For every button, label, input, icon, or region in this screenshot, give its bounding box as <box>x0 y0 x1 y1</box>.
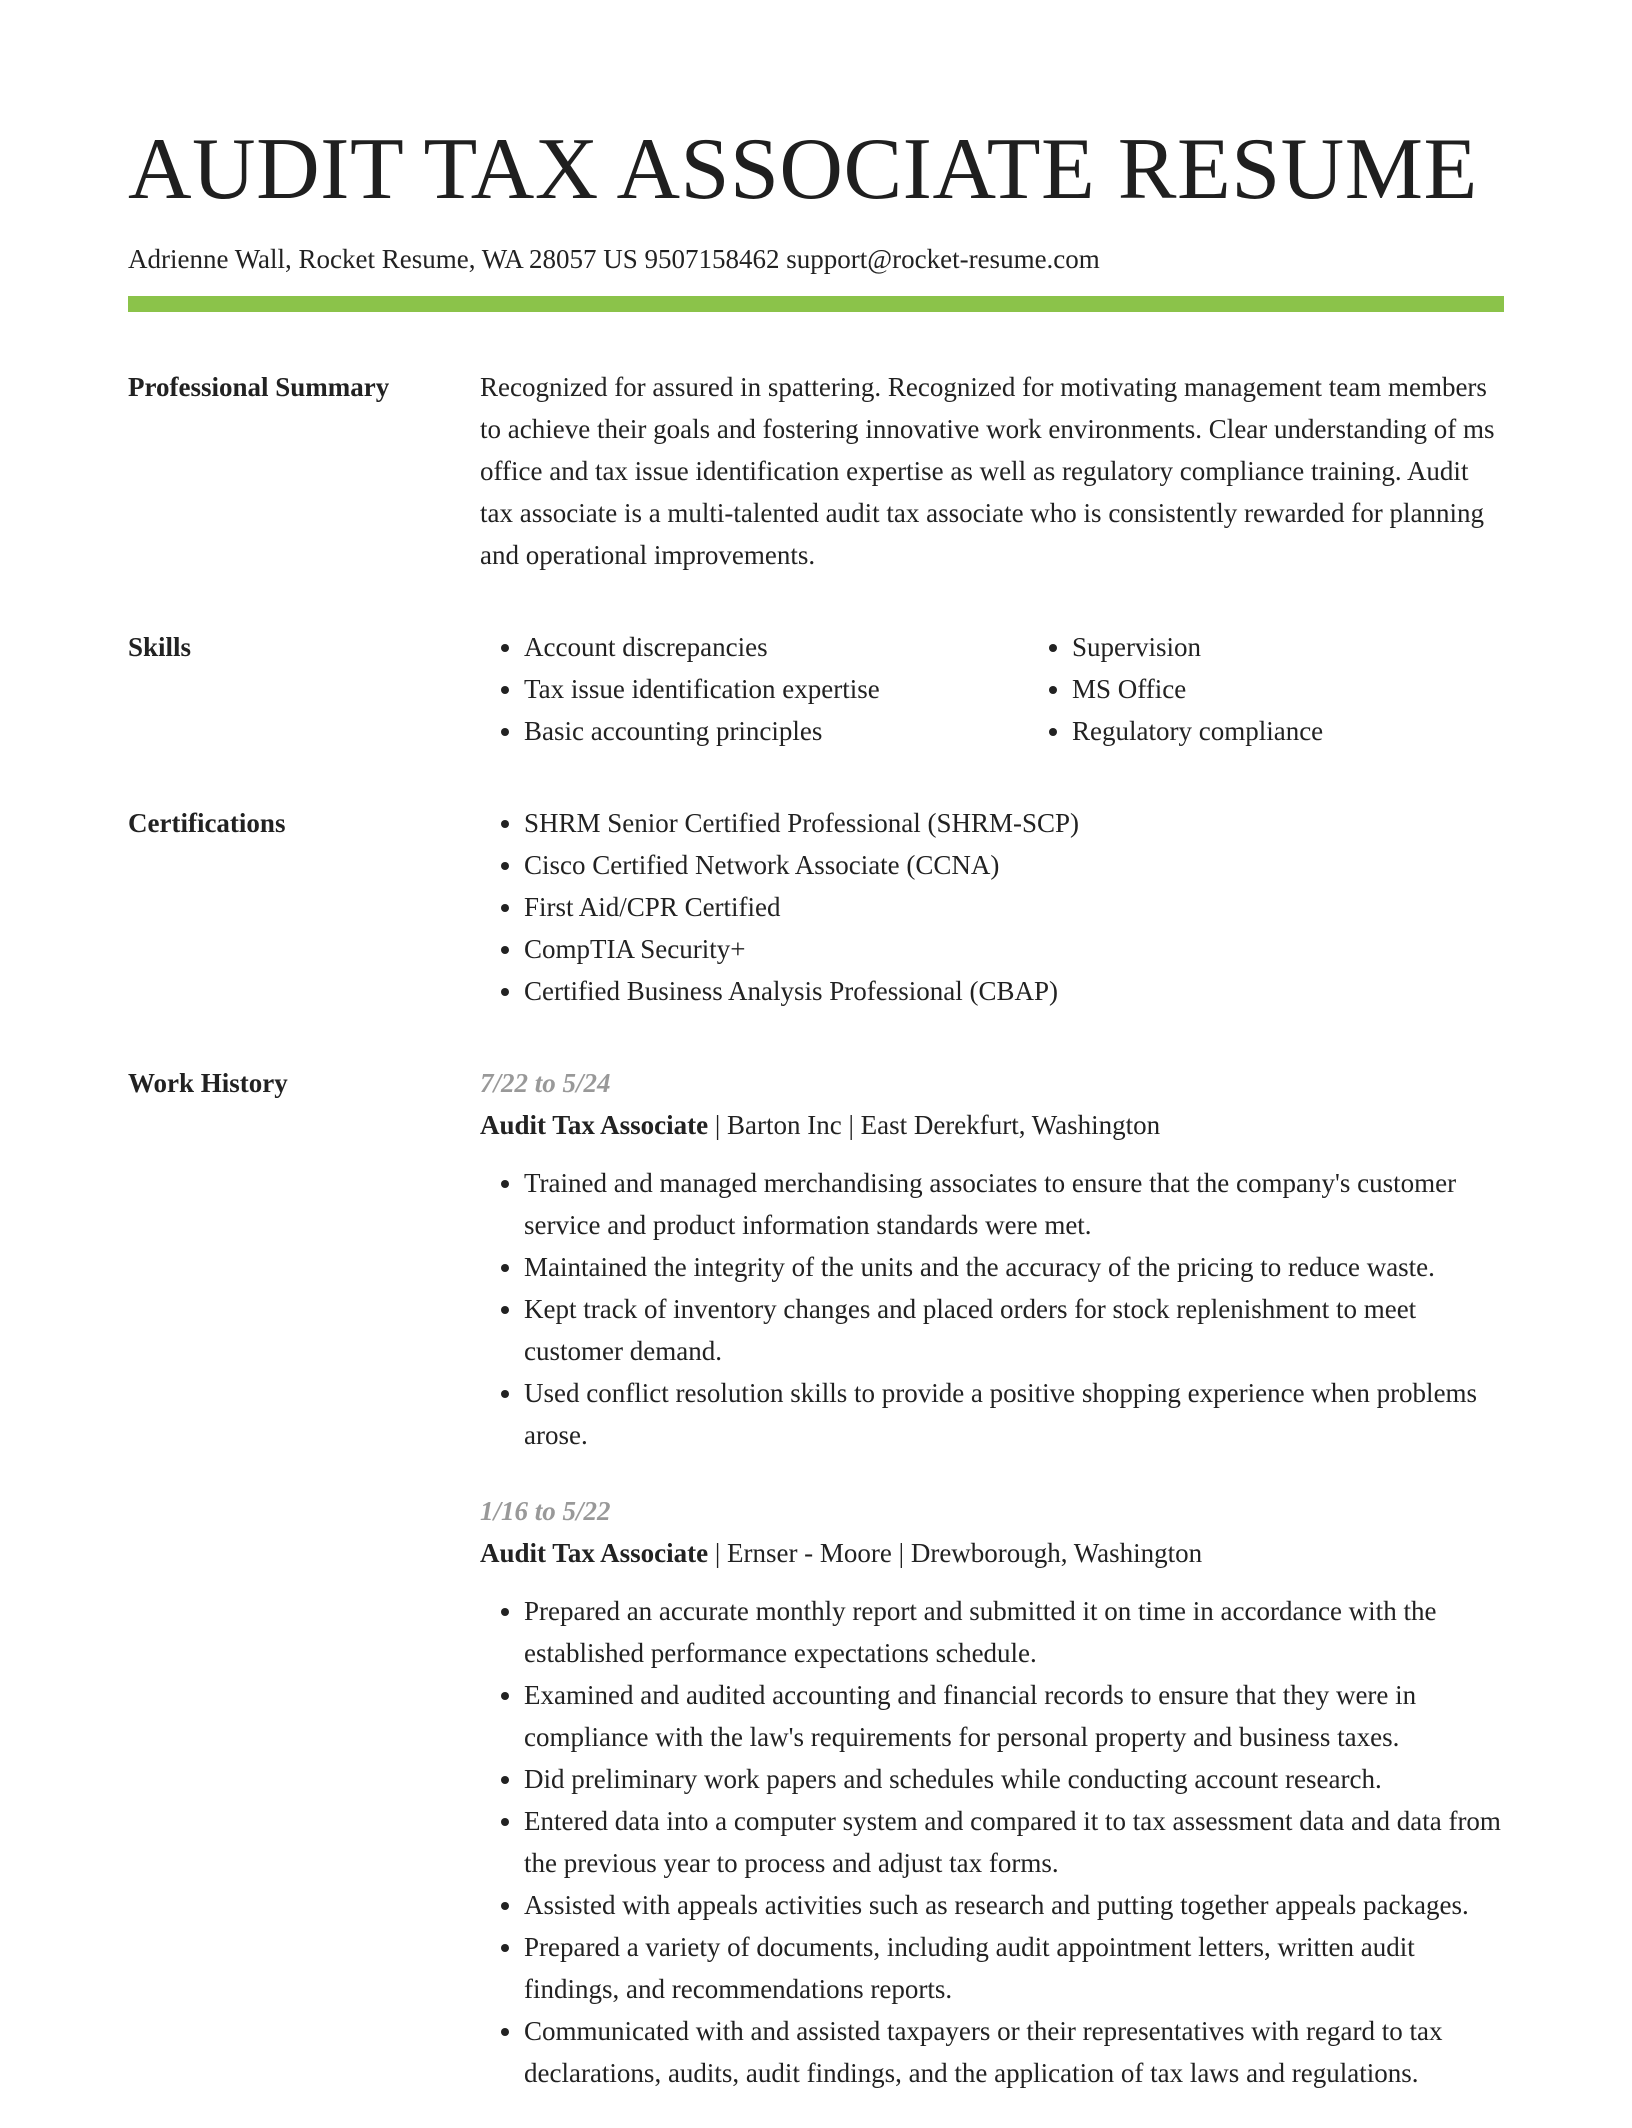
skill-item: • MS Office <box>1072 668 1576 710</box>
skills-list-column-1 <box>480 626 1028 752</box>
job-company: Barton Inc <box>726 1110 842 1140</box>
job-location: Drewborough, Washington <box>910 1538 1203 1568</box>
resume-title: AUDIT TAX ASSOCIATE RESUME <box>128 121 1478 218</box>
job-bullet: • Kept track of inventory changes and placed orders for stock replenishment to meet customer demand. <box>524 1288 1504 1372</box>
job-location: East Derekfurt, Washington <box>860 1110 1161 1140</box>
job-heading <box>480 1532 1504 1574</box>
certification-item: • SHRM Senior Certified Professional (SHRM-SCP) <box>524 802 1504 844</box>
job-separator: | <box>841 1110 861 1140</box>
section-label-summary: Professional Summary <box>128 372 390 402</box>
job-bullet: • Trained and managed merchandising associates to ensure that the company's customer service and product information standards were met. <box>524 1162 1504 1246</box>
certifications-section <box>128 802 1504 1012</box>
job-dates: 7/22 to 5/24 <box>480 1068 611 1098</box>
job-separator: | <box>891 1538 911 1568</box>
skill-item: • Supervision <box>1072 626 1576 668</box>
certification-item: • CompTIA Security+ <box>524 928 1504 970</box>
skills-list-column-2 <box>1028 626 1576 752</box>
job-bullet: • Used conflict resolution skills to provide a positive shopping experience when problems arose. <box>524 1372 1504 1456</box>
resume-page <box>128 0 1504 2128</box>
job-title: Audit Tax Associate <box>480 1538 709 1568</box>
accent-divider <box>128 296 1504 312</box>
skills-section <box>128 626 1504 752</box>
contact-line: Adrienne Wall, Rocket Resume, WA 28057 US 9507158462 support@rocket-resume.com <box>128 244 1100 274</box>
job-entry <box>480 1490 1504 2094</box>
skill-item: • Account discrepancies <box>524 626 1028 668</box>
certification-item: • First Aid/CPR Certified <box>524 886 1504 928</box>
job-dates: 1/16 to 5/22 <box>480 1496 611 1526</box>
job-separator: | <box>708 1538 727 1568</box>
section-label-work-history: Work History <box>128 1068 288 1098</box>
certification-item: • Cisco Certified Network Associate (CCNA) <box>524 844 1504 886</box>
skill-item: • Tax issue identification expertise <box>524 668 1028 710</box>
work-history-section <box>128 1062 1504 2128</box>
summary-section <box>128 366 1504 576</box>
summary-text: Recognized for assured in spattering. Recognized for motivating management team members to achieve their goals and fostering innovative work environments. Clear understanding of ms office and tax issue identification expertise as well as regulatory compliance training. Audit tax associate is a multi-talented audit tax associate who is consistently rewarded for planning and operational improvements. <box>480 372 1495 570</box>
job-bullet: • Assisted with appeals activities such as research and putting together appeals packages. <box>524 1884 1504 1926</box>
job-bullet: • Communicated with and assisted taxpayers or their representatives with regard to tax declarations, audits, audit findings, and the application of tax laws and regulations. <box>524 2010 1504 2094</box>
job-bullets <box>480 1162 1504 1456</box>
job-heading <box>480 1104 1504 1146</box>
job-separator: | <box>708 1110 727 1140</box>
job-bullet: • Prepared an accurate monthly report and submitted it on time in accordance with the established performance expectations schedule. <box>524 1590 1504 1674</box>
job-bullet: • Entered data into a computer system and compared it to tax assessment data and data from the previous year to process and adjust tax forms. <box>524 1800 1504 1884</box>
job-bullet: • Prepared a variety of documents, including audit appointment letters, written audit findings, and recommendations reports. <box>524 1926 1504 2010</box>
certifications-list <box>480 802 1504 1012</box>
job-bullets <box>480 1590 1504 2094</box>
job-entry <box>480 1062 1504 1456</box>
job-bullet: • Did preliminary work papers and schedules while conducting account research. <box>524 1758 1504 1800</box>
section-label-certifications: Certifications <box>128 808 286 838</box>
job-bullet: • Maintained the integrity of the units and the accuracy of the pricing to reduce waste. <box>524 1246 1504 1288</box>
skill-item: • Regulatory compliance <box>1072 710 1576 752</box>
certification-item: • Certified Business Analysis Professional (CBAP) <box>524 970 1504 1012</box>
job-title: Audit Tax Associate <box>480 1110 709 1140</box>
job-company: Ernser - Moore <box>726 1538 892 1568</box>
skill-item: • Basic accounting principles <box>524 710 1028 752</box>
section-label-skills: Skills <box>128 632 192 662</box>
job-bullet: • Examined and audited accounting and financial records to ensure that they were in compliance with the law's requirements for personal property and business taxes. <box>524 1674 1504 1758</box>
